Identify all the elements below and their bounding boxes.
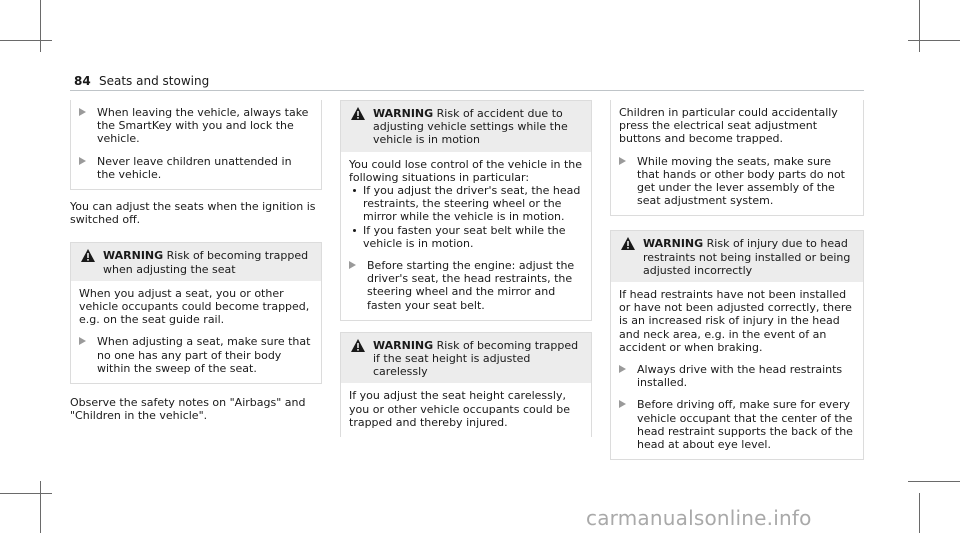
step-text: Before driving off, make sure for every vehicle occupant that the center of the head restraint supports the back of the head at about eye level. xyxy=(637,398,853,452)
warning-box xyxy=(610,230,864,460)
bullet-item xyxy=(349,224,583,250)
warning-body xyxy=(341,152,591,320)
step-text: Before starting the engine: adjust the driver's seat, the head restraints, the steering wheel and the mirror and fasten your seat belt. xyxy=(367,259,575,312)
bullet-icon xyxy=(353,189,356,192)
crop-mark xyxy=(40,481,41,533)
warning-icon xyxy=(81,249,95,262)
instruction-step xyxy=(71,155,313,181)
step-text: While moving the seats, make sure that hands or other body parts do not get under the lever assembly of the seat adjustment system. xyxy=(637,154,845,208)
crop-mark xyxy=(919,493,920,533)
arrow-icon xyxy=(79,108,86,116)
warning-text: If head restraints have not been installed or have not been adjusted correctly, there is an increased risk of injury in the head and neck area, e.g. in the event of an accident or when braking. xyxy=(619,288,852,354)
warning-text: If you adjust the seat height carelessly, you or other vehicle occupants could be trapped and thereby injured. xyxy=(349,389,570,429)
warning-header xyxy=(341,101,591,152)
bullet-item xyxy=(349,184,583,224)
warning-header xyxy=(71,243,321,280)
arrow-icon xyxy=(79,157,86,165)
arrow-icon xyxy=(619,365,626,373)
continued-box xyxy=(610,100,864,216)
warning-label: WARNING xyxy=(643,237,704,251)
warning-icon xyxy=(351,107,365,120)
step-text: Never leave children unattended in the vehicle. xyxy=(97,154,292,181)
warning-text: You could lose control of the vehicle in the following situations in particular: xyxy=(349,157,583,184)
crop-mark xyxy=(0,493,52,494)
warning-title: Risk of injury due to head restraints not being installed or being adjusted incorrectly xyxy=(643,237,851,277)
column-middle xyxy=(340,100,592,437)
instruction-step xyxy=(611,398,855,451)
warning-body xyxy=(611,282,863,459)
crop-mark xyxy=(908,481,960,482)
warning-box xyxy=(340,332,592,437)
arrow-icon xyxy=(79,337,86,345)
warning-body xyxy=(341,383,591,437)
instruction-step xyxy=(611,155,855,208)
paragraph: Observe the safety notes on "Airbags" and "Children in the vehicle". xyxy=(70,396,306,423)
warning-icon xyxy=(621,237,635,250)
column-right xyxy=(610,100,864,460)
paragraph: You can adjust the seats when the ignition is switched off. xyxy=(70,200,316,227)
column-left xyxy=(70,100,322,422)
warning-label: WARNING xyxy=(103,249,164,263)
header-rule xyxy=(70,90,864,91)
step-text: When adjusting a seat, make sure that no one has any part of their body within the sweep of the seat. xyxy=(97,335,311,375)
continued-box xyxy=(70,100,322,190)
instruction-step xyxy=(611,363,855,389)
instruction-step xyxy=(341,259,583,312)
step-text: Always drive with the head restraints installed. xyxy=(637,363,843,390)
warning-title: Risk of becoming trapped if the seat height is adjusted carelessly xyxy=(373,338,579,379)
warning-label: WARNING xyxy=(373,107,434,120)
instruction-step xyxy=(71,106,313,146)
warning-label: WARNING xyxy=(373,338,434,352)
bullet-text: If you fasten your seat belt while the vehicle is in motion. xyxy=(363,223,566,250)
bullet-text: If you adjust the driver's seat, the head restraints, the steering wheel or the mirror while the vehicle is in motion. xyxy=(363,184,581,224)
arrow-icon xyxy=(349,261,356,269)
arrow-icon xyxy=(619,400,626,408)
crop-mark xyxy=(0,40,52,41)
warning-title: Risk of becoming trapped when adjusting the seat xyxy=(103,249,309,276)
step-text: When leaving the vehicle, always take the SmartKey with you and lock the vehicle. xyxy=(97,106,309,146)
warning-header xyxy=(341,333,591,384)
section-title: Seats and stowing xyxy=(99,74,210,88)
crop-mark xyxy=(919,0,920,52)
instruction-step xyxy=(71,335,313,375)
watermark: carmanualsonline.info xyxy=(586,506,812,530)
warning-header xyxy=(611,231,863,282)
warning-icon xyxy=(351,339,365,352)
arrow-icon xyxy=(619,157,626,165)
warning-text: When you adjust a seat, you or other vehicle occupants could become trapped, e.g. on the seat guide rail. xyxy=(79,286,310,327)
bullet-icon xyxy=(353,229,356,232)
warning-body xyxy=(71,281,321,383)
warning-text: Children in particular could accidentally press the electrical seat adjustment buttons and become trapped. xyxy=(619,106,838,146)
warning-box xyxy=(70,242,322,384)
page-number: 84 xyxy=(74,74,91,88)
crop-mark xyxy=(908,40,960,41)
crop-mark xyxy=(40,0,41,52)
warning-title: Risk of accident due to adjusting vehicle settings while the vehicle is in motion xyxy=(373,107,568,147)
warning-box xyxy=(340,100,592,321)
